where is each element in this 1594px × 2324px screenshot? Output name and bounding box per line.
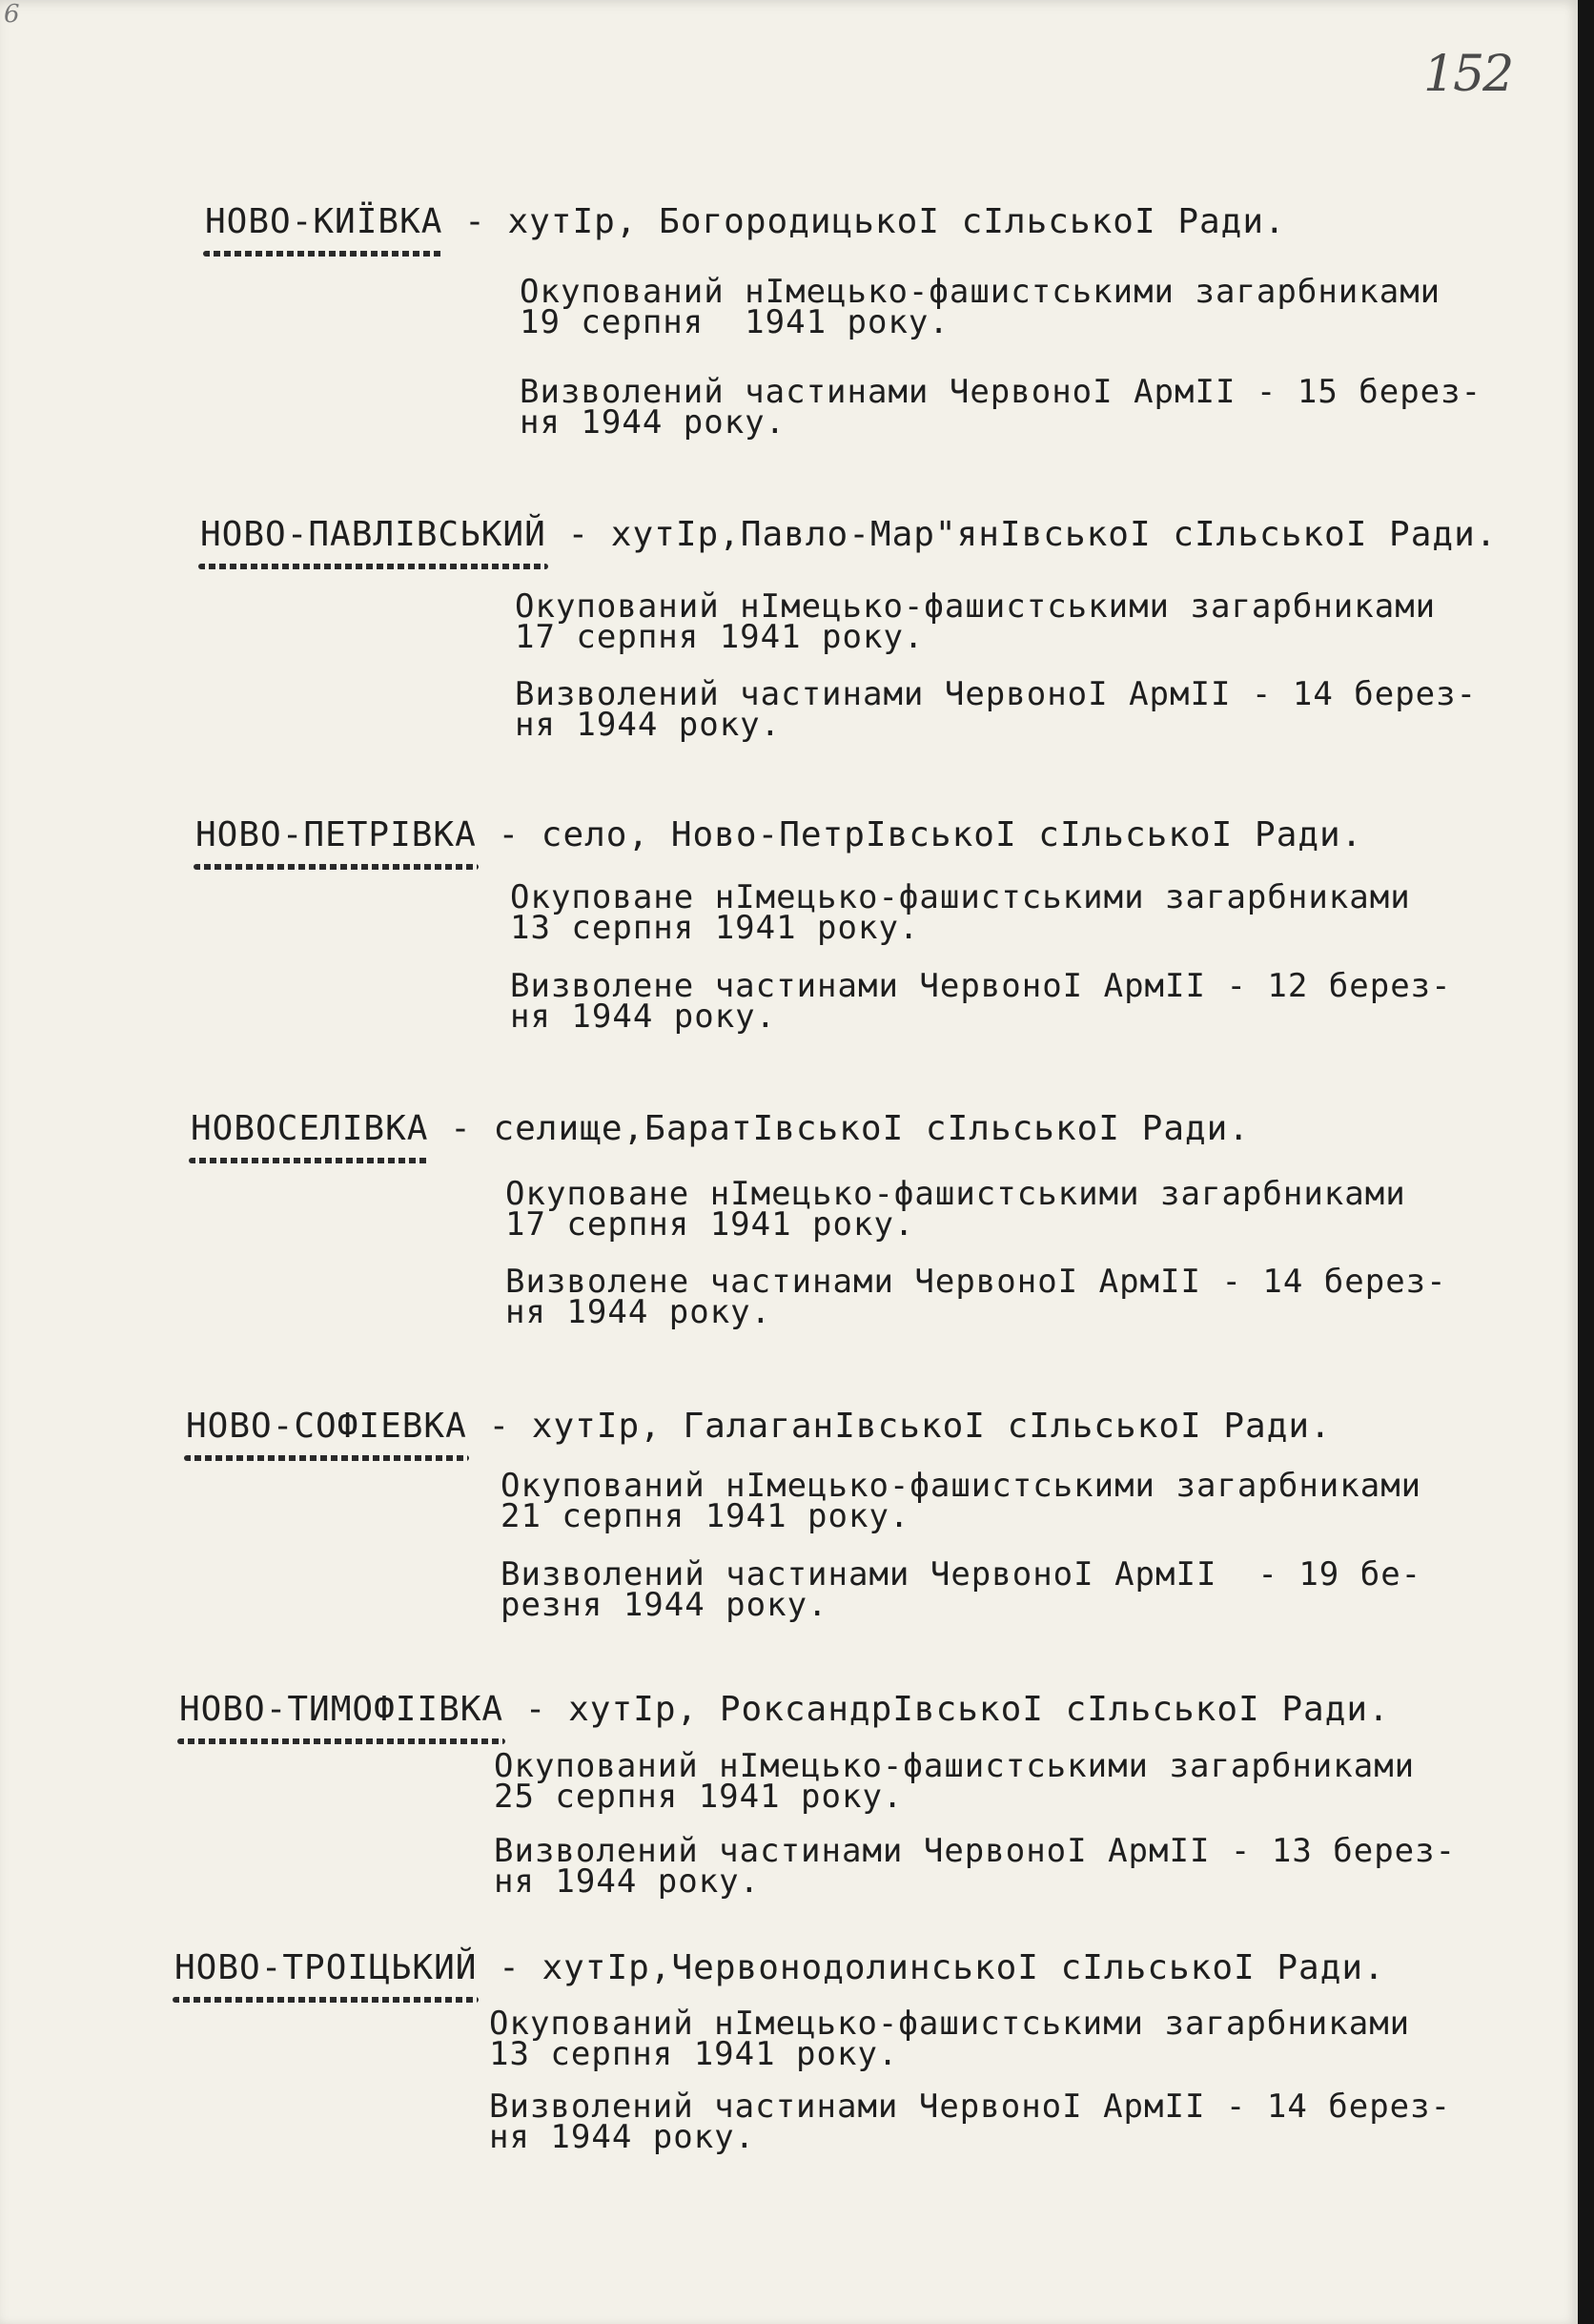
- entry-heading: [186, 1407, 1332, 1446]
- liberation-text: [515, 675, 1478, 744]
- liberation-line-2: ня 1944 року.: [489, 2118, 756, 2156]
- place-description: - село, Ново-ПетрІвськоІ сІльськоІ Ради.: [476, 815, 1363, 854]
- liberation-line-1: Визволений частинами ЧервоноІ АрмІІ - 14 берез-: [515, 675, 1478, 713]
- place-description: - селище,БаратІвськоІ сІльськоІ Ради.: [428, 1109, 1251, 1148]
- liberation-line-2: ня 1944 року.: [520, 403, 787, 442]
- corner-mark: 6: [4, 0, 20, 29]
- place-description: - хутІр,ЧервонодолинськоІ сІльськоІ Ради.: [477, 1948, 1385, 1987]
- liberation-line-1: Визволений частинами ЧервоноІ АрмІІ - 14 берез-: [489, 2087, 1452, 2126]
- occupation-text: [505, 1175, 1406, 1244]
- occupation-line-1: Окуповане нІмецько-фашистськими загарбниками: [510, 878, 1411, 916]
- entry-heading: [205, 202, 1286, 241]
- liberation-line-1: Визволений частинами ЧервоноІ АрмІІ - 19 бе-: [501, 1555, 1422, 1594]
- page-edge-shadow: [1578, 0, 1594, 2324]
- place-description: - хутІр, РоксандрІвськоІ сІльськоІ Ради.: [503, 1690, 1390, 1729]
- occupation-line-2: 17 серпня 1941 року.: [505, 1205, 915, 1244]
- occupation-line-2: 25 серпня 1941 року.: [494, 1778, 904, 1816]
- place-name: НОВО-ПЕТРІВКА: [195, 815, 477, 854]
- place-name: НОВО-ПАВЛІВСЬКИЙ: [200, 515, 546, 554]
- entry-heading: [191, 1109, 1250, 1148]
- occupation-text: [494, 1747, 1416, 1816]
- liberation-line-2: ня 1944 року.: [515, 706, 782, 744]
- occupation-line-2: 19 серпня 1941 року.: [520, 303, 950, 341]
- place-name: НОВО-ТИМОФІІВКА: [179, 1690, 504, 1729]
- entry-heading: [179, 1690, 1390, 1729]
- occupation-text: [520, 273, 1441, 341]
- occupation-line-2: 13 серпня 1941 року.: [510, 909, 920, 947]
- place-name: НОВО-КИЇВКА: [205, 202, 443, 241]
- place-name: НОВО-СОФІЕВКА: [186, 1407, 467, 1446]
- liberation-line-1: Визволений частинами ЧервоноІ АрмІІ - 13 берез-: [494, 1832, 1457, 1870]
- occupation-line-1: Окупований нІмецько-фашистськими загарбниками: [494, 1747, 1416, 1785]
- place-name: НОВОСЕЛІВКА: [191, 1109, 429, 1148]
- liberation-line-2: резня 1944 року.: [501, 1586, 828, 1624]
- liberation-text: [505, 1263, 1447, 1331]
- place-name: НОВО-ТРОІЦЬКИЙ: [174, 1948, 478, 1987]
- occupation-line-1: Окупований нІмецько-фашистськими загарбниками: [501, 1467, 1422, 1505]
- occupation-line-1: Окуповане нІмецько-фашистськими загарбниками: [505, 1175, 1406, 1213]
- occupation-line-2: 21 серпня 1941 року.: [501, 1497, 910, 1535]
- liberation-line-1: Визволений частинами ЧервоноІ АрмІІ - 15 берез-: [520, 373, 1482, 411]
- entry-heading: [200, 515, 1497, 554]
- place-description: - хутІр,Павло-Мар"янІвськоІ сІльськоІ Ради.: [545, 515, 1498, 554]
- occupation-text: [510, 878, 1411, 947]
- place-description: - хутІр, БогородицькоІ сІльськоІ Ради.: [442, 202, 1286, 241]
- occupation-line-1: Окупований нІмецько-фашистськими загарбниками: [515, 587, 1437, 626]
- occupation-line-1: Окупований нІмецько-фашистськими загарбниками: [520, 273, 1441, 311]
- entry-heading: [174, 1948, 1385, 1987]
- occupation-text: [501, 1467, 1422, 1535]
- liberation-text: [489, 2087, 1452, 2156]
- liberation-line-2: ня 1944 року.: [510, 997, 777, 1036]
- liberation-text: [494, 1832, 1457, 1901]
- occupation-line-2: 17 серпня 1941 року.: [515, 618, 925, 656]
- occupation-text: [489, 2005, 1411, 2073]
- entry-heading: [195, 815, 1362, 854]
- place-description: - хутІр, ГалаганІвськоІ сІльськоІ Ради.: [466, 1407, 1332, 1446]
- occupation-line-2: 13 серпня 1941 року.: [489, 2035, 899, 2073]
- liberation-line-1: Визволене частинами ЧервоноІ АрмІІ - 14 берез-: [505, 1263, 1447, 1301]
- liberation-line-2: ня 1944 року.: [494, 1862, 761, 1901]
- liberation-text: [510, 967, 1452, 1036]
- occupation-text: [515, 587, 1437, 656]
- liberation-line-2: ня 1944 року.: [505, 1293, 772, 1331]
- occupation-line-1: Окупований нІмецько-фашистськими загарбниками: [489, 2005, 1411, 2043]
- liberation-line-1: Визволене частинами ЧервоноІ АрмІІ - 12 берез-: [510, 967, 1452, 1005]
- page-number: 152: [1423, 46, 1513, 103]
- liberation-text: [501, 1555, 1422, 1624]
- liberation-text: [520, 373, 1482, 442]
